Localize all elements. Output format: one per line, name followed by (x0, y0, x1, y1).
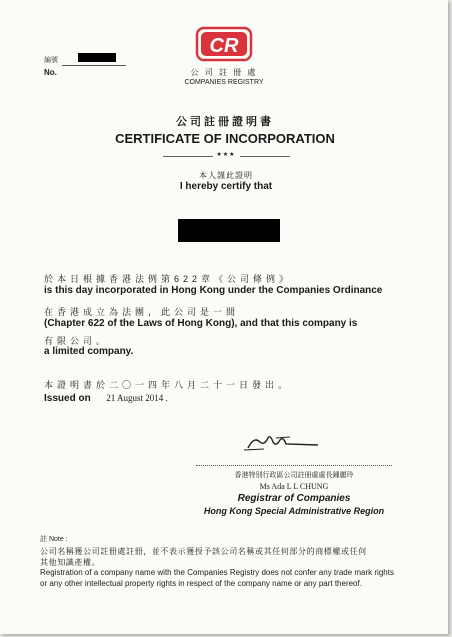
body-line2-cn: 在香港成立為法團，此公司是一間 (44, 307, 240, 317)
certify-text-cn: 本人謹此證明 (199, 171, 253, 180)
registry-name: COMPANIES REGISTRY (184, 79, 264, 86)
redacted-number (78, 53, 116, 62)
issue-label: Issued on (44, 393, 91, 404)
signatory-title-cn: 香港特別行政區公司註冊處處長鍾麗玲 (234, 472, 354, 479)
body-line3: a limited company. (44, 346, 134, 357)
number-label-cn: 編號 (44, 57, 58, 64)
note-heading: 註 Note : (40, 536, 68, 543)
note-cn-line1: 公司名稱獲公司註冊處註冊，並不表示獲授予該公司名稱或其任何部分的商標權或任何 (40, 547, 367, 556)
note-cn-line2: 其他知識產權。 (40, 558, 101, 567)
issue-line (44, 393, 168, 404)
certify-text: I hereby certify that (179, 181, 273, 192)
body-line3-cn: 有限公司。 (44, 336, 110, 346)
body-line1: is this day incorporated in Hong Kong under the Companies Ordinance (44, 285, 383, 296)
number-label: No. (44, 68, 57, 77)
signatory-name: Ms Ada L L CHUNG (259, 482, 329, 491)
registrar-signature (240, 428, 320, 454)
body-line2: (Chapter 622 of the Laws of Hong Kong), and that this company is (44, 318, 358, 329)
note-en-line2: or any other intellectual property rights in respect of the company name or any part thereof. (40, 579, 362, 588)
signatory-jurisdiction: Hong Kong Special Administrative Region (203, 506, 385, 516)
certificate-title-cn: 公司註冊證明書 (176, 116, 274, 128)
signature-line (196, 465, 392, 466)
issue-date: 21 August 2014 . (106, 393, 168, 403)
title-rule-left (163, 156, 213, 157)
companies-registry-logo (195, 26, 253, 62)
signatory-title: Registrar of Companies (237, 493, 351, 504)
certificate-title: CERTIFICATE OF INCORPORATION (115, 131, 335, 146)
registry-name-cn: 公 司 註 冊 處 (190, 68, 258, 77)
title-ornament: ★★★ (216, 152, 236, 158)
note-en-line1: Registration of a company name with the Companies Registry does not confer any trade mark rights (40, 568, 394, 577)
number-underline (62, 65, 126, 66)
title-rule-right (240, 156, 290, 157)
issue-text-cn: 本證明書於二〇一四年八月二十一日發出。 (44, 380, 292, 390)
logo-text: CR (209, 35, 239, 57)
redacted-company-name (178, 219, 280, 242)
body-line1-cn: 於本日根據香港法例第622章《公司條例》 (44, 274, 293, 284)
